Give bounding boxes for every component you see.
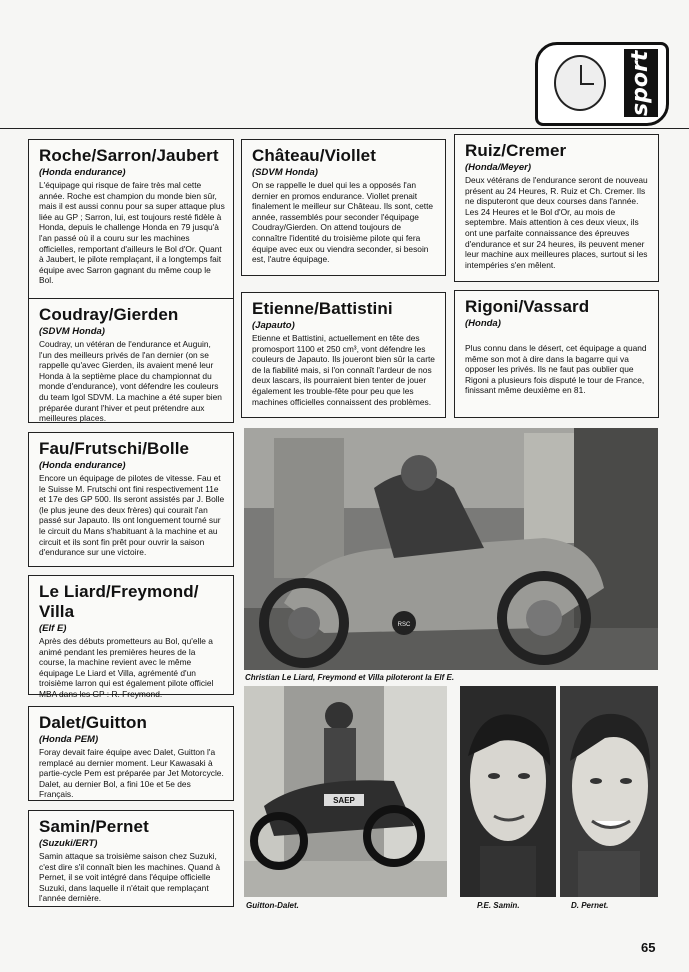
article-body: Etienne et Battistini, actuellement en tête des promosport 1100 et 250 cm³, vont défendre les couleurs de Japauto. Ils joueront bien sûr la carte de la fiabilité mais, si l'on connaît l'ardeur de nos deux lascars, ils pourraient bien tenter de jouer également les trouble-fête pour peu que les machines officielles connaissent des problèmes. <box>252 333 435 407</box>
rider-with-bike-illustration <box>244 686 447 897</box>
article-body: Foray devait faire équipe avec Dalet, Guitton l'a remplacé au dernier moment. Leur Kawasaki à partie-cycle Pem est préparée par Jet Motorcycle. Dalet, au dernier Bol, a fini 10e et 5e des Français. <box>39 747 224 800</box>
article-body: Deux vétérans de l'endurance seront de nouveau présent au 24 Heures, R. Ruiz et Ch. Cremer. Ils ne disputeront que deux courses dans l'année. Les 24 Heures et le Bol d'Or, au mois de septembre. Mais attention à ces deux vieux, ils ont une parfaite connaissance des épreuves d'endurance et sur 24 heures, ils peuvent mener leur machine aux meilleures places, surtout si les intempéries s'en mêlent. <box>465 175 648 270</box>
elf-e-photo <box>244 428 658 670</box>
article-chateau <box>241 139 446 276</box>
article-team: (Honda endurance) <box>39 167 126 178</box>
article-body: Coudray, un vétéran de l'endurance et Auguin, l'un des meilleurs privés de l'an dernier (on se rappelle qu'avec Gierden, ils avaient mené leur Honda à la septième place du championnat du monde d'endurance), vont défendre les couleurs du team Igol SDVM. La machine a été super bien préparée durant l'hiver et peut prétendre aux meilleures places. <box>39 339 222 424</box>
article-title: Fau/Frutschi/Bolle <box>39 439 190 458</box>
article-ruiz <box>454 134 659 282</box>
stopwatch-icon <box>554 55 606 111</box>
samin-portrait <box>460 686 556 897</box>
article-team: (SDVM Honda) <box>252 167 318 178</box>
article-team: (Honda) <box>465 318 501 329</box>
article-body: Plus connu dans le désert, cet équipage a quand même son mot à dire dans la bagarre qui va opposer les privés. Ils ne faut pas oublier que Rigoni a plusieurs fois disputé le tour de France, finissant même deuxième en 81. <box>465 343 647 396</box>
article-roche <box>28 139 234 316</box>
article-team: (Suzuki/ERT) <box>39 838 98 849</box>
article-body: Après des débuts prometteurs au Bol, qu'elle a animé pendant les premières heures de la course, la machine revient avec le même équipage Le Liard et Villa, agrémenté d'un troisième larron qui est également pilote officiel MBA dans les GP : R. Freymond. <box>39 636 214 699</box>
samin-caption: P.E. Samin. <box>477 901 520 910</box>
guitton-caption: Guitton-Dalet. <box>246 901 299 910</box>
article-title: Ruiz/Cremer <box>465 141 567 160</box>
article-title: Roche/Sarron/Jaubert <box>39 146 219 165</box>
article-samin <box>28 810 234 907</box>
article-team: (SDVM Honda) <box>39 326 105 337</box>
pernet-face-illustration <box>560 686 658 897</box>
article-title: Le Liard/Freymond/ Villa <box>39 582 199 621</box>
pernet-portrait <box>560 686 658 897</box>
article-etienne <box>241 292 446 418</box>
article-leliard <box>28 575 234 699</box>
article-body: On se rappelle le duel qui les a opposés l'an dernier en promos endurance. Viollet prenait finalement le meilleur sur Château. Ils sont, cette année, rassemblés pour seconder l'équipage Coudray/Gierden. On attend toujours de connaître l'identité du troisième pilote qui fera équipe avec eux ou viendra seconder, si besoin est, l'autre équipage. <box>252 180 434 265</box>
article-title: Coudray/Gierden <box>39 305 179 324</box>
fairing-label: SAEP <box>333 796 355 805</box>
motorcycle-illustration <box>244 428 658 670</box>
article-rigoni <box>454 290 659 418</box>
sport-logo <box>535 42 669 126</box>
page-number: 65 <box>641 940 656 955</box>
article-body: L'équipage qui risque de faire très mal cette année. Roche est champion du monde bien sûr, mais il est aussi connu pour sa super attaque plus liée au GP ; Sarron, lui, est toujours resté fidèle à Honda, depuis le challenge Honda en 79 jusqu'à l'an passé où il a couru sur les machines officielles, remportant d'ailleurs le Bol d'Or. Quant à Jaubert, le pilote remplaçant, il a longtemps fait équipe avec Sarron gagnant du même coup le Bol. <box>39 180 225 286</box>
article-dalet <box>28 706 234 801</box>
article-title: Rigoni/Vassard <box>465 297 590 316</box>
pernet-caption: D. Pernet. <box>571 901 609 910</box>
sport-word: sport <box>624 49 658 117</box>
article-body: Encore un équipage de pilotes de vitesse. Fau et le Suisse M. Frutschi ont fini respectivement 11e et 17e des GP 500. Ils seront assistés par J. Bolle (le plus jeune des deux frères) qui courait l'an passé sur Japauto. Ils ont longuement tourné sur le circuit du Mans s'habituant à la machine et au circuit et ils sont fin prêt pour ouvrir la saison d'endurance sur une victoire. <box>39 473 225 558</box>
article-team: (Honda/Meyer) <box>465 162 531 173</box>
article-body: Samin attaque sa troisième saison chez Suzuki, c'est dire s'il connaît bien les machines. Quand à Pernet, il se voit intégré dans l'équipe officielle Suzuki, dans laquelle il n'était que remplaçant l'année dernière. <box>39 851 221 904</box>
article-title: Etienne/Battistini <box>252 299 393 318</box>
header-rule <box>0 128 689 129</box>
samin-face-illustration <box>460 686 556 897</box>
article-title: Dalet/Guitton <box>39 713 148 732</box>
article-title: Samin/Pernet <box>39 817 149 836</box>
guitton-photo <box>244 686 447 897</box>
main-photo-caption: Christian Le Liard, Freymond et Villa piloteront la Elf E. <box>245 673 455 682</box>
article-coudray <box>28 298 234 423</box>
article-team: (Elf E) <box>39 623 67 634</box>
article-fau <box>28 432 234 567</box>
disc-label: RSC <box>397 622 411 628</box>
article-title: Château/Viollet <box>252 146 376 165</box>
article-team: (Honda endurance) <box>39 460 126 471</box>
article-team: (Japauto) <box>252 320 295 331</box>
article-team: (Honda PEM) <box>39 734 99 745</box>
